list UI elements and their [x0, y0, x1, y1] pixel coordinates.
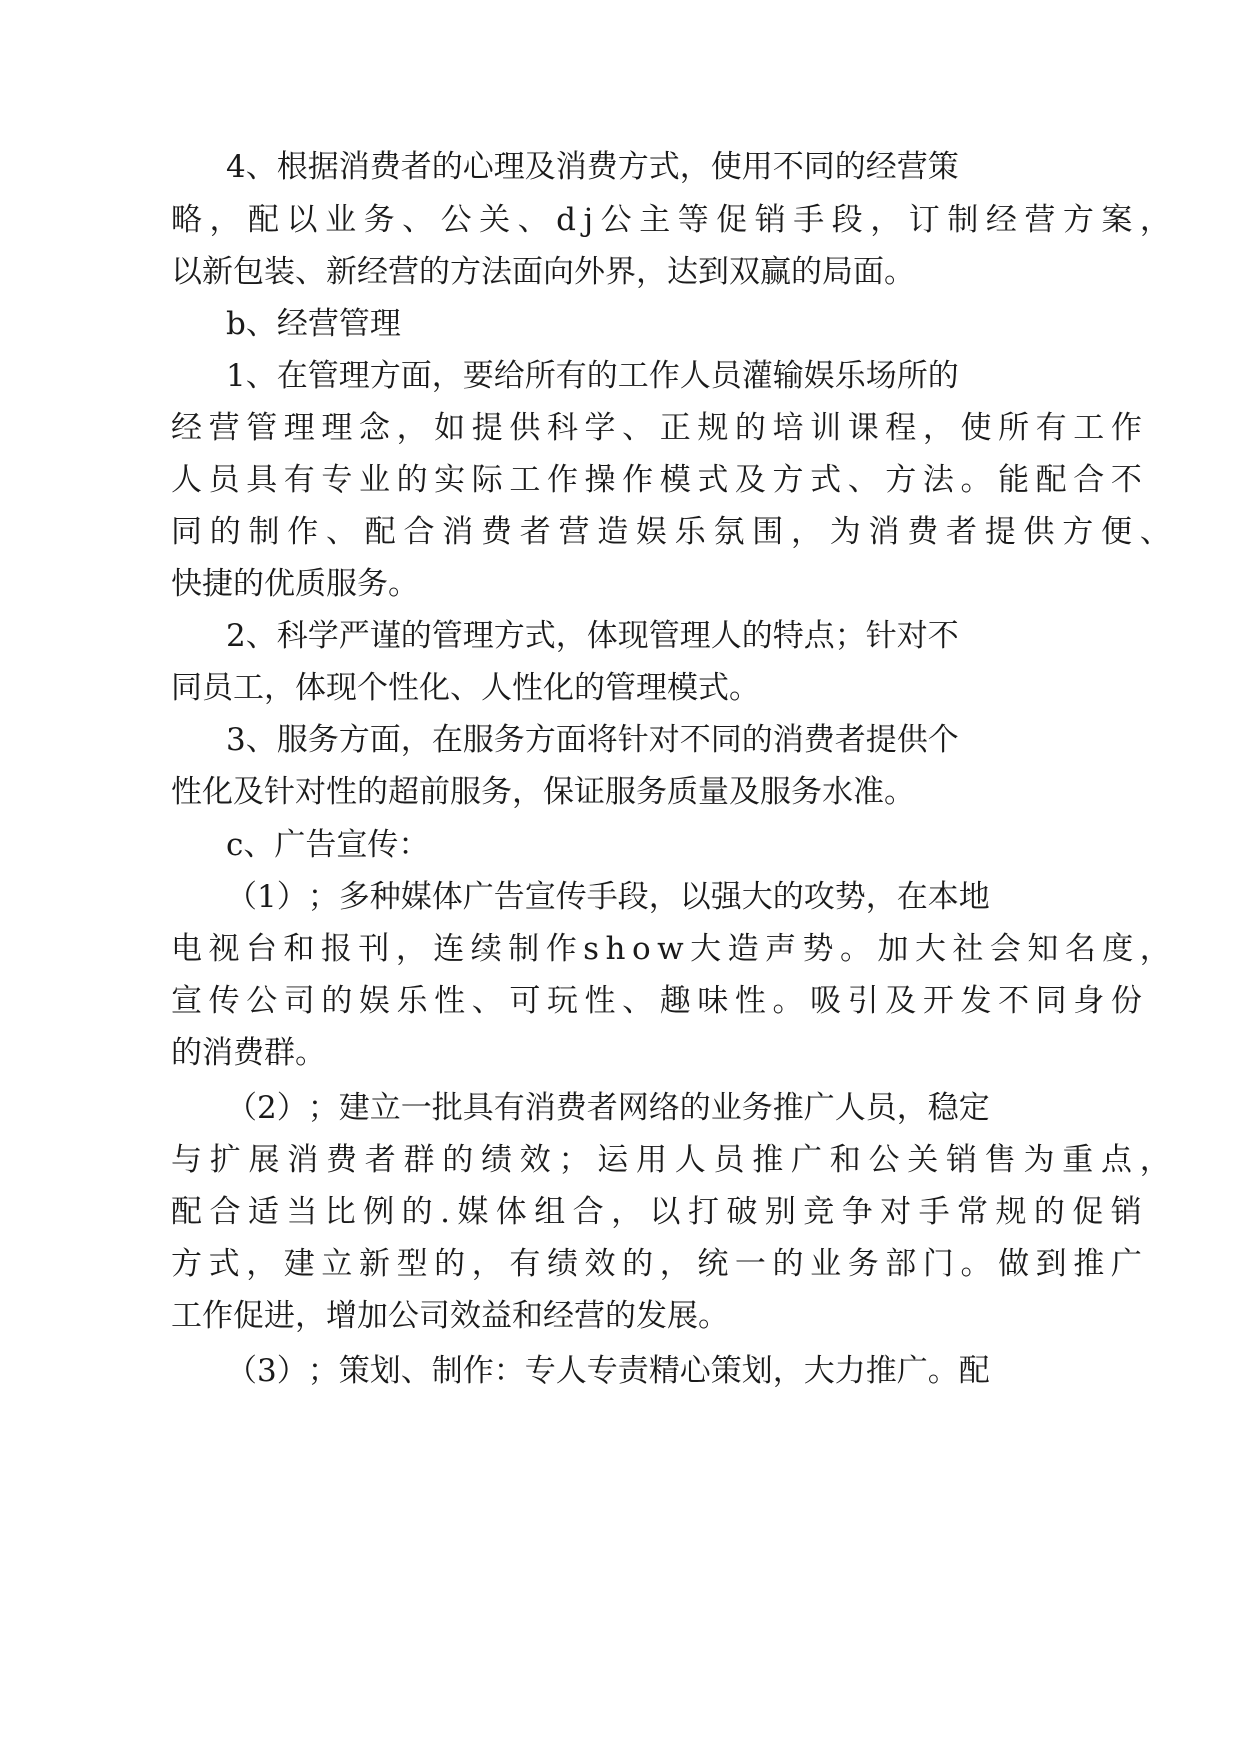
paragraph-4-line-3: 以新包装、新经营的方法面向外界，达到双赢的局面。 [171, 254, 915, 290]
paragraph-b2-line-1: 2 、 科 学 严 谨 的 管 理 方 式 ， 体 现 管 理 人 的 特 点 ； 针 对 不 [226, 618, 959, 654]
paragraph-b3-line-1: 3 、 服 务 方 面 ， 在 服 务 方 面 将 针 对 不 同 的 消 费 者 提 供 个 [226, 722, 959, 758]
paragraph-4-line-1: 4 、 根 据 消 费 者 的 心 理 及 消 费 方 式 ， 使 用 不 同 的 经 营 策 [226, 149, 959, 185]
paragraph-c2-line-1: （ 2 ） ； 建 立 一 批 具 有 消 费 者 网 络 的 业 务 推 广 人 员 ， 稳 定 [226, 1090, 990, 1126]
paragraph-b2-line-2: 同员工，体现个性化、人性化的管理模式。 [171, 670, 760, 706]
section-heading-c: c、广告宣传： [226, 827, 430, 863]
paragraph-b1-line-3: 人 员 具 有 专 业 的 实 际 工 作 操 作 模 式 及 方 式 、 方 法 。 能 配 合 不 [171, 462, 1142, 498]
paragraph-c1-line-4: 的消费群。 [171, 1035, 326, 1071]
paragraph-4-line-2: 略 ， 配 以 业 务 、 公 关 、 d j 公 主 等 促 销 手 段 ， 订 制 经 营 方 案 ， [171, 202, 1171, 238]
section-heading-b: b、经营管理 [226, 306, 401, 342]
paragraph-c2-line-3: 配 合 适 当 比 例 的 . 媒 体 组 合 ， 以 打 破 别 竞 争 对 手 常 规 的 促 销 [171, 1194, 1142, 1230]
paragraph-b1-line-1: 1 、 在 管 理 方 面 ， 要 给 所 有 的 工 作 人 员 灌 输 娱 乐 场 所 的 [226, 358, 959, 394]
paragraph-c2-line-2: 与 扩 展 消 费 者 群 的 绩 效 ； 运 用 人 员 推 广 和 公 关 销 售 为 重 点 ， [171, 1142, 1171, 1178]
paragraph-c1-line-2: 电 视 台 和 报 刊 ， 连 续 制 作 s h o w 大 造 声 势 。 加 大 社 会 知 名 度 ， [171, 931, 1171, 967]
paragraph-c1-line-1: （ 1 ） ； 多 种 媒 体 广 告 宣 传 手 段 ， 以 强 大 的 攻 势 ， 在 本 地 [226, 879, 990, 915]
paragraph-b3-line-2: 性化及针对性的超前服务，保证服务质量及服务水准。 [171, 774, 915, 810]
paragraph-c3-line-1: （ 3 ） ； 策 划 、 制 作 ： 专 人 专 责 精 心 策 划 ， 大 力 推 广 。 配 [226, 1353, 990, 1389]
paragraph-c2-line-5: 工作促进，增加公司效益和经营的发展。 [171, 1298, 729, 1334]
paragraph-b1-line-5: 快捷的优质服务。 [171, 566, 419, 602]
paragraph-b1-line-2: 经 营 管 理 理 念 ， 如 提 供 科 学 、 正 规 的 培 训 课 程 ， 使 所 有 工 作 [171, 410, 1142, 446]
paragraph-c1-line-3: 宣 传 公 司 的 娱 乐 性 、 可 玩 性 、 趣 味 性 。 吸 引 及 开 发 不 同 身 份 [171, 983, 1142, 1019]
paragraph-b1-line-4: 同 的 制 作 、 配 合 消 费 者 营 造 娱 乐 氛 围 ， 为 消 费 者 提 供 方 便 、 [171, 514, 1171, 550]
paragraph-c2-line-4: 方 式 ， 建 立 新 型 的 ， 有 绩 效 的 ， 统 一 的 业 务 部 门 。 做 到 推 广 [171, 1246, 1142, 1282]
